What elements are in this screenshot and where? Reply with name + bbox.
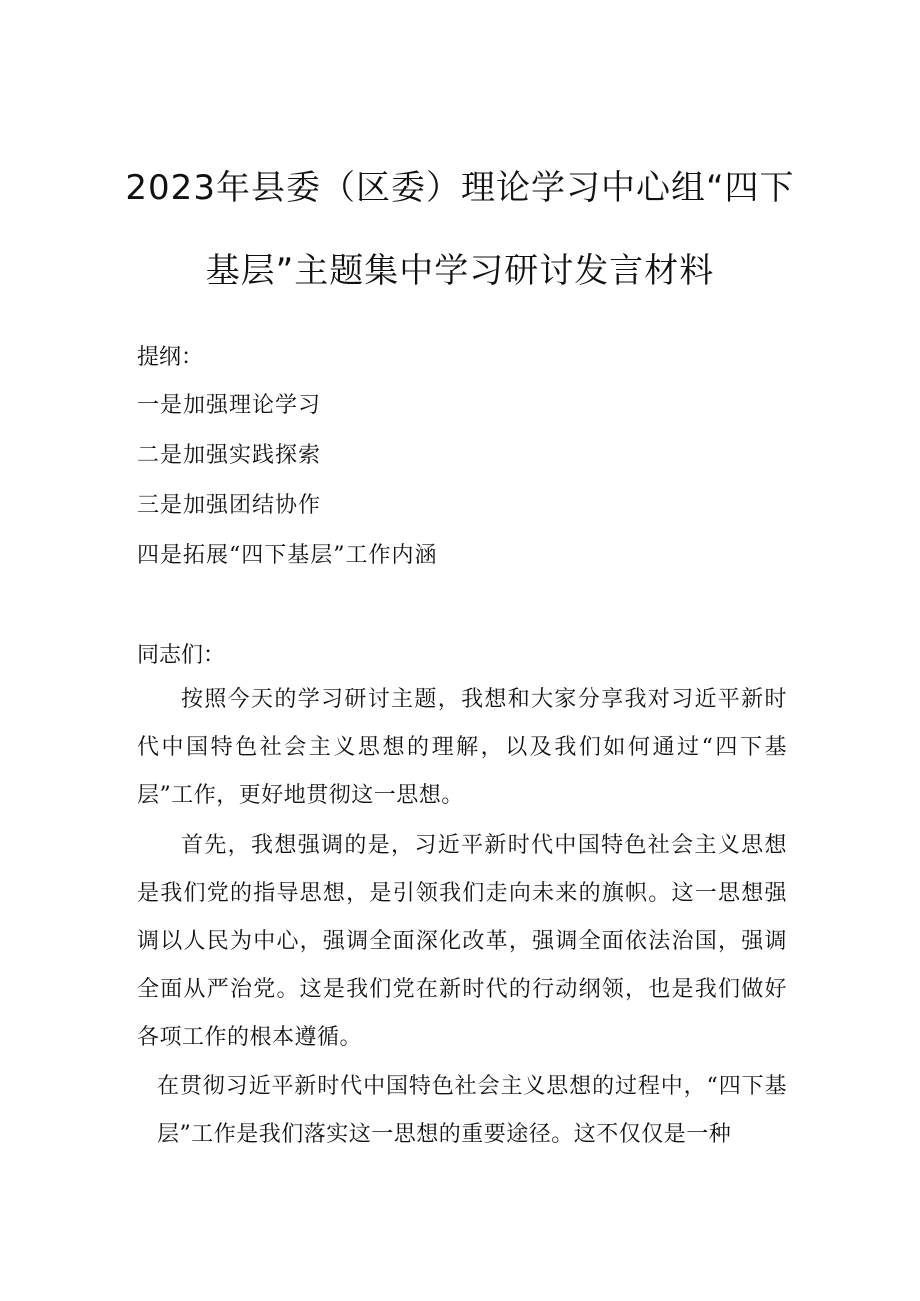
greeting: 同志们： — [137, 643, 226, 668]
paragraph: 在贯彻习近平新时代中国特色社会主义思想的过程中，“四下基层”工作是我们落实这一思想的重要途径。这不仅仅是一种 — [157, 1074, 787, 1147]
outline-item: 一是加强理论学习 — [137, 393, 322, 418]
paragraph: 按照今天的学习研讨主题，我想和大家分享我对习近平新时代中国特色社会主义思想的理解，以及我们如何通过“四下基层”工作，更好地贯彻这一思想。 — [137, 687, 787, 808]
outline-list — [137, 388, 438, 588]
document-title-line-1: 2023年县委（区委）理论学习中心组“四下 — [125, 168, 795, 208]
outline-label: 提纲： — [137, 345, 204, 370]
outline-item: 四是拓展“四下基层”工作内涵 — [137, 543, 438, 568]
document-title-line-2: 基层”主题集中学习研讨发言材料 — [205, 251, 715, 291]
paragraph: 首先，我想强调的是，习近平新时代中国特色社会主义思想是我们党的指导思想，是引领我们走向未来的旗帜。这一思想强调以人民为中心，强调全面深化改革，强调全面依法治国，强调全面从严治党。这是我们党在新时代的行动纲领，也是我们做好各项工作的根本遵循。 — [137, 833, 787, 1050]
outline-item: 三是加强团结协作 — [137, 493, 322, 518]
outline-item: 二是加强实践探索 — [137, 443, 322, 468]
